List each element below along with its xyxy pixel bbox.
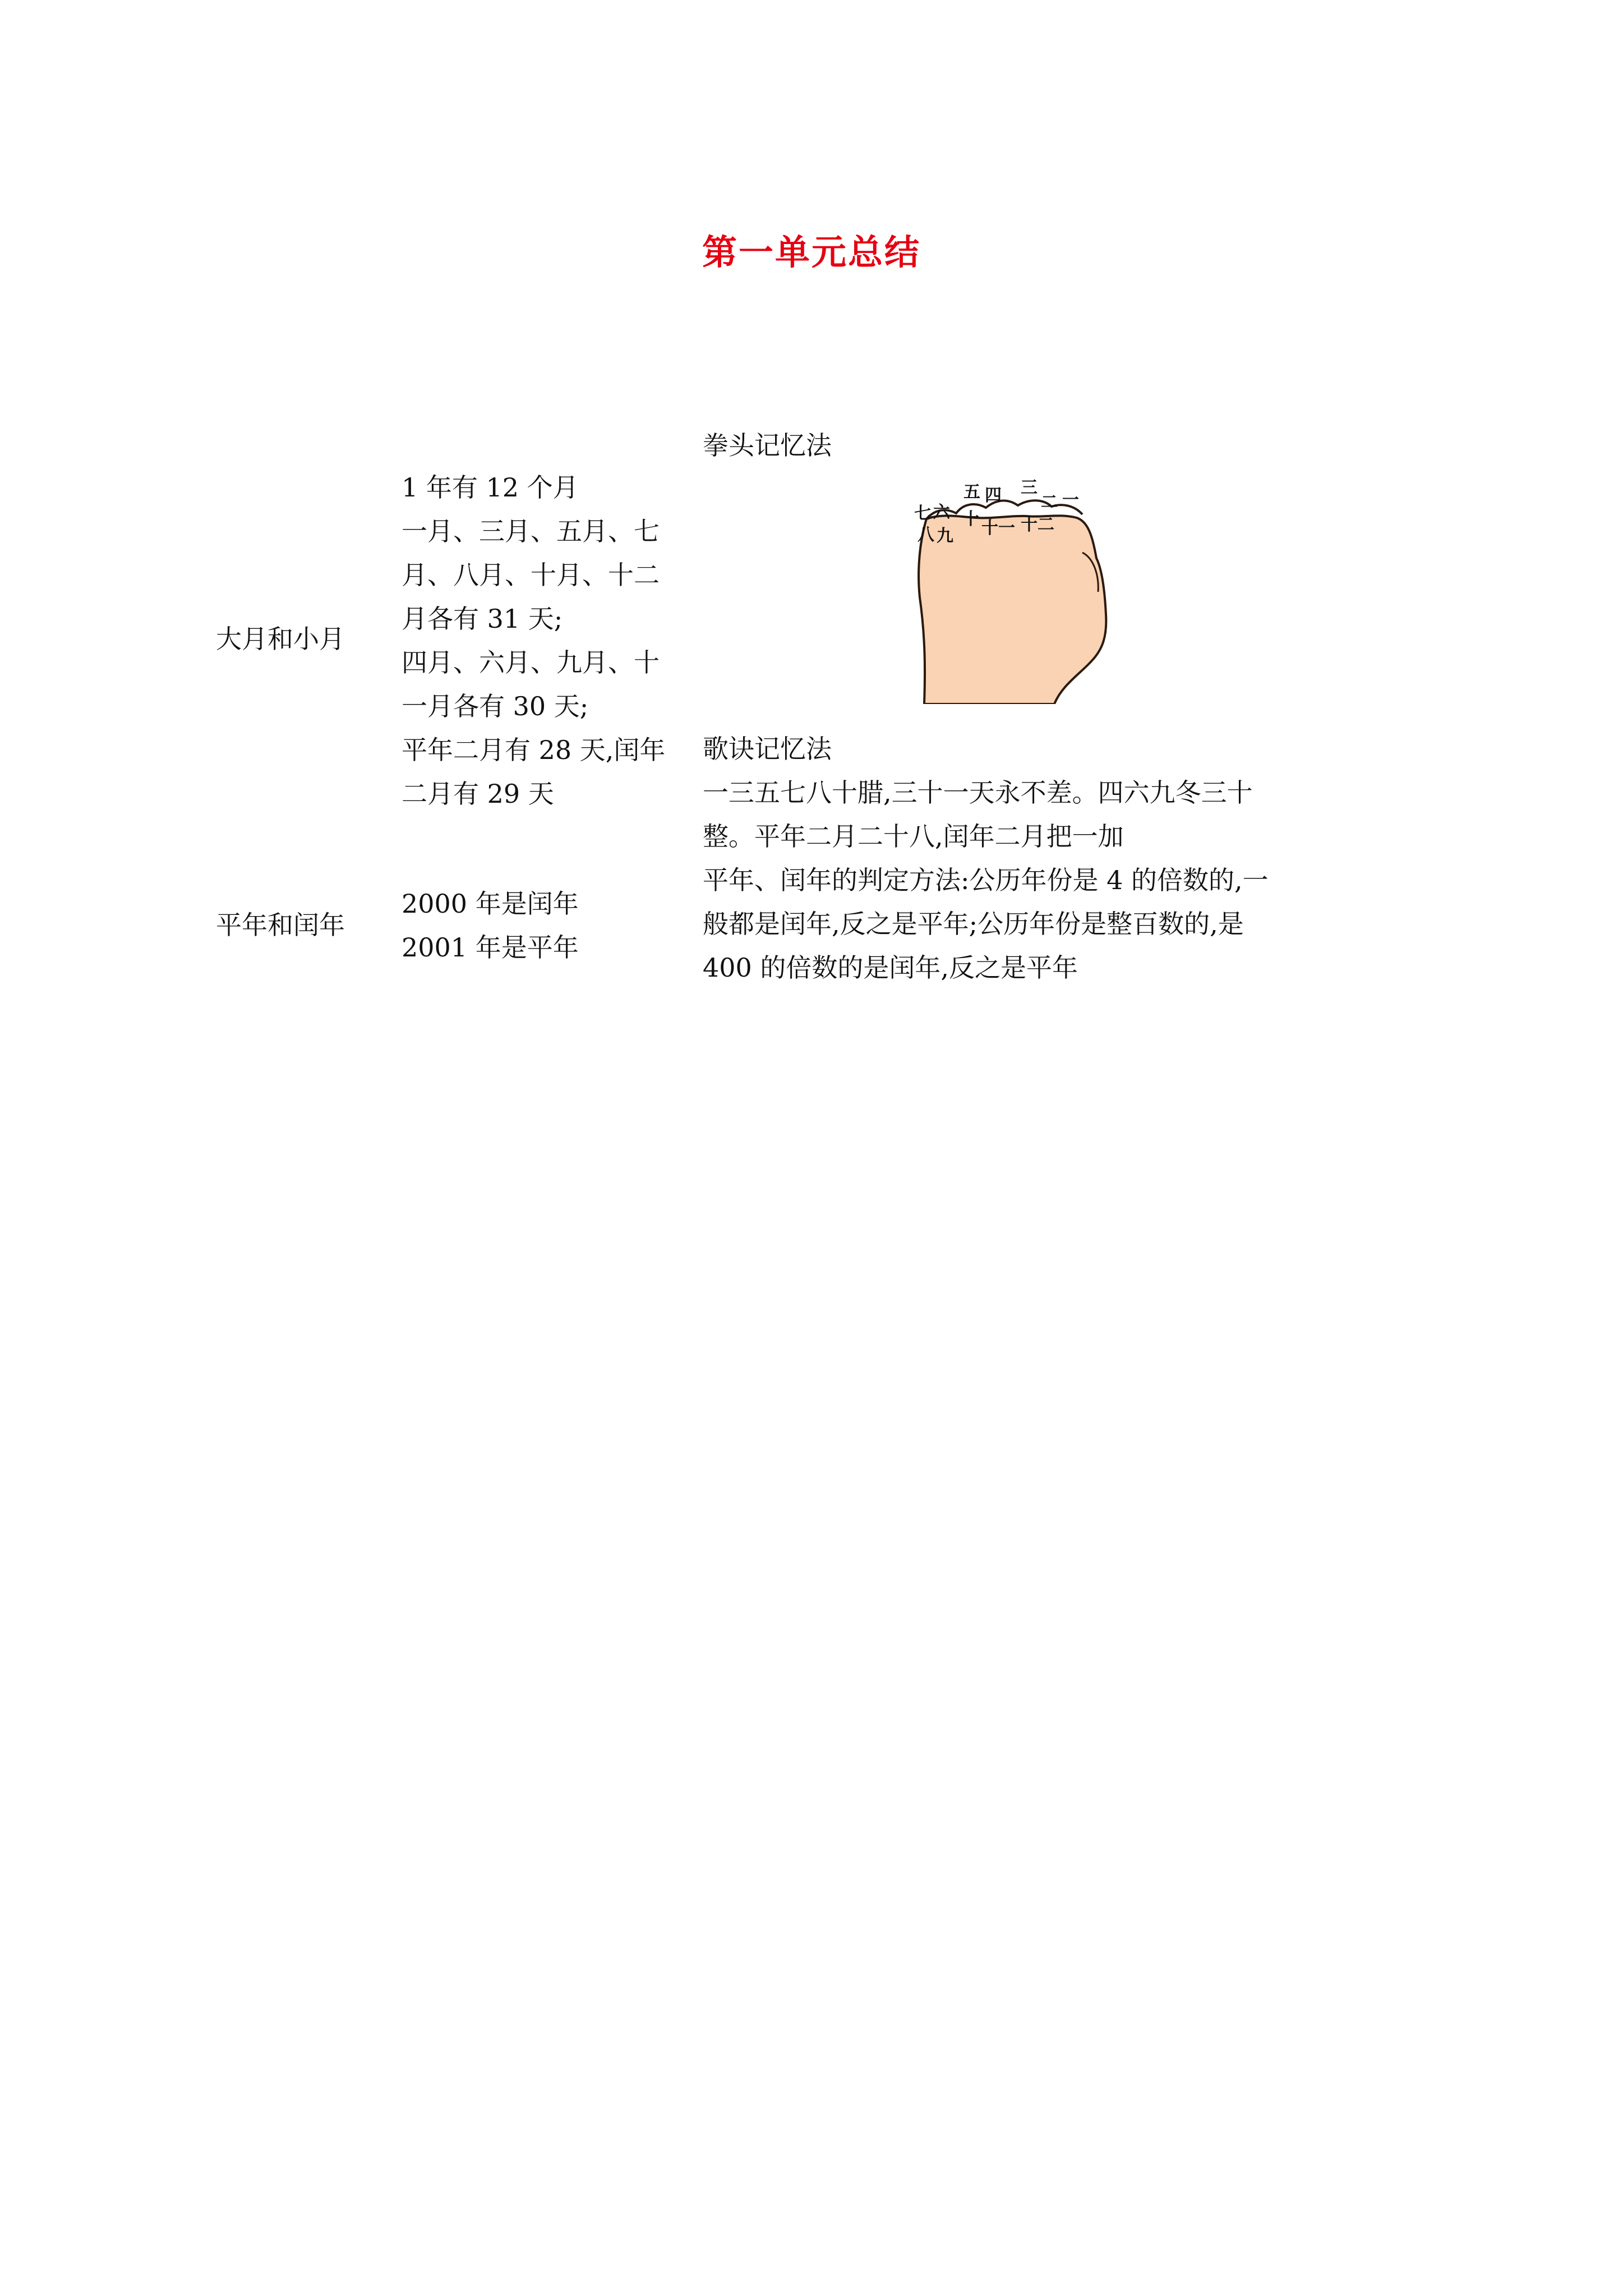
detail-line: 月各有 31 天;	[402, 604, 563, 634]
fist-illustration-svg	[914, 474, 1122, 704]
topic-big-small-months: 大月和小月	[216, 624, 345, 654]
year-example: 2001 年是平年	[402, 932, 579, 963]
leap-rule-line: 400 的倍数的是闰年,反之是平年	[703, 953, 1078, 983]
year-example: 2000 年是闰年	[402, 889, 579, 919]
fist-label: 三	[1021, 478, 1038, 498]
fist-method-heading: 拳头记忆法	[703, 430, 832, 461]
fist-label: 九	[937, 526, 953, 546]
detail-line: 一月、三月、五月、七	[402, 516, 660, 546]
fist-label: 五	[963, 482, 980, 502]
fist-label: 二	[1041, 493, 1058, 512]
detail-line: 一月各有 30 天;	[402, 691, 589, 721]
leap-rule-line: 平年、闰年的判定方法:公历年份是 4 的倍数的,一	[703, 865, 1269, 895]
leap-rule-line: 般都是闰年,反之是平年;公历年份是整百数的,是	[703, 909, 1244, 939]
detail-line: 平年二月有 28 天,闰年	[402, 735, 666, 765]
fist-label: 十	[962, 509, 979, 529]
topic-common-leap-years: 平年和闰年	[216, 910, 345, 940]
detail-line: 月、八月、十月、十二	[402, 560, 660, 590]
detail-line: 二月有 29 天	[402, 779, 554, 809]
fist-label: 十一	[981, 518, 1015, 538]
fist-label: 七	[914, 504, 931, 523]
detail-line: 四月、六月、九月、十	[402, 647, 660, 678]
fist-label: 四	[985, 486, 1002, 505]
rhyme-line: 一三五七八十腊,三十一天永不差。四六九冬三十	[703, 777, 1253, 808]
fist-label: 八	[917, 525, 934, 545]
rhyme-method-heading: 歌诀记忆法	[703, 734, 832, 764]
page-title: 第一单元总结	[702, 232, 921, 273]
fist-illustration	[914, 474, 1122, 704]
rhyme-line: 整。平年二月二十八,闰年二月把一加	[703, 821, 1124, 852]
fist-label: 十二	[1021, 515, 1054, 535]
fist-label: 六	[933, 503, 950, 522]
detail-line: 1 年有 12 个月	[402, 472, 579, 503]
fist-label: 一	[1062, 490, 1079, 510]
